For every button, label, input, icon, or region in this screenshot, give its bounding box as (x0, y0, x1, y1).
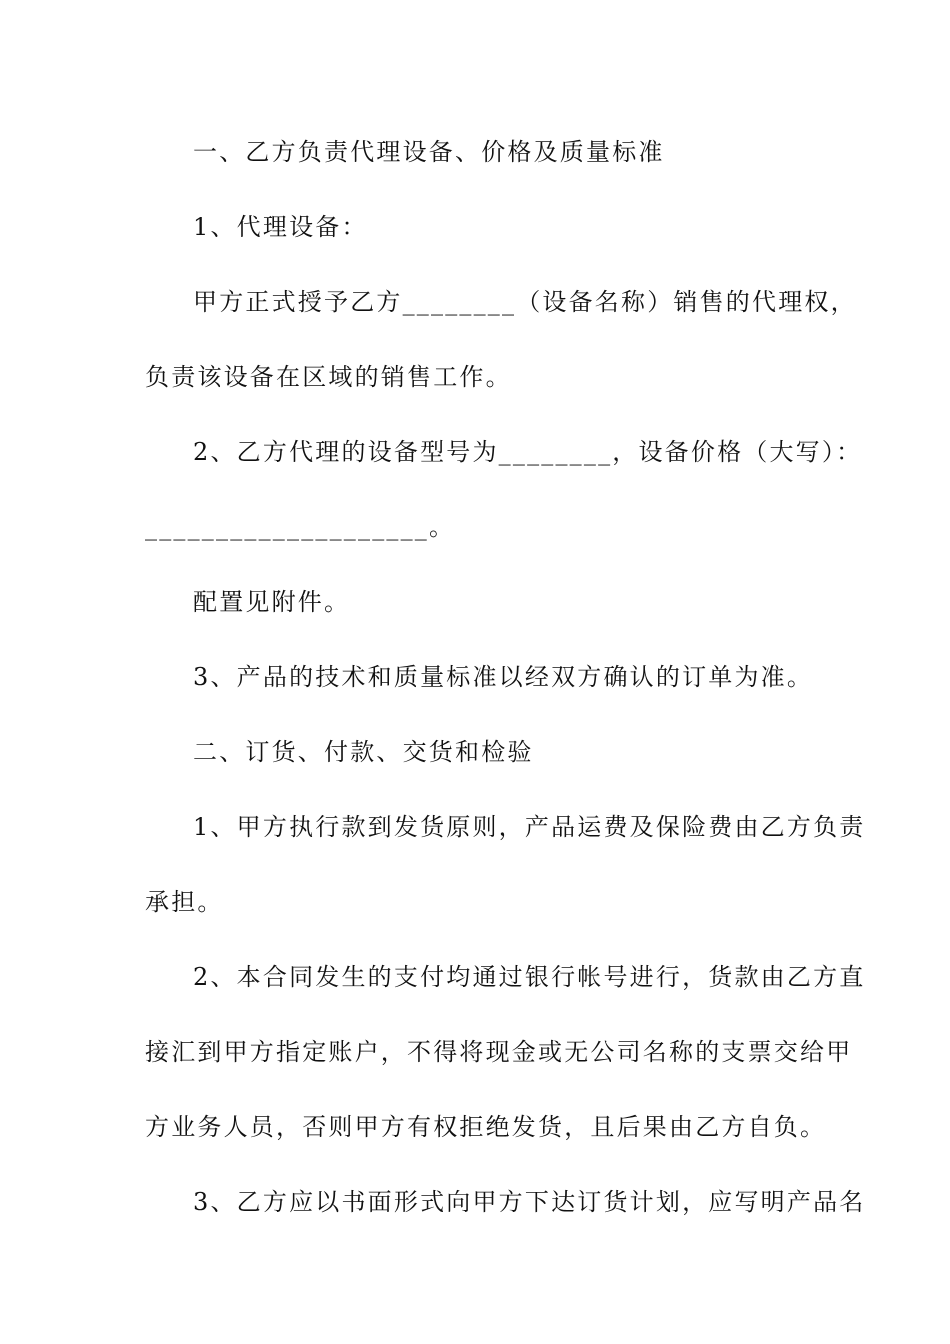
section-heading-1: 一、乙方负责代理设备、价格及质量标准 (193, 138, 665, 166)
clause-2-1: 1、甲方执行款到发货原则，产品运费及保险费由乙方负责 (193, 813, 866, 841)
paragraph-line: 甲方正式授予乙方________（设备名称）销售的代理权， (193, 288, 857, 316)
clause-2-3: 3、乙方应以书面形式向甲方下达订货计划，应写明产品名 (193, 1188, 866, 1216)
paragraph-line: 承担。 (145, 888, 224, 916)
paragraph-line: 负责该设备在区域的销售工作。 (145, 363, 512, 391)
clause-2-2: 2、本合同发生的支付均通过银行帐号进行，货款由乙方直 (193, 963, 866, 991)
clause-1-1: 1、代理设备： (193, 213, 368, 241)
paragraph-line: 配置见附件。 (193, 588, 351, 616)
paragraph-line: ____________________。 (145, 513, 456, 541)
clause-1-3: 3、产品的技术和质量标准以经双方确认的订单为准。 (193, 663, 814, 691)
paragraph-line: 方业务人员，否则甲方有权拒绝发货，且后果由乙方自负。 (145, 1113, 827, 1141)
section-heading-2: 二、订货、付款、交货和检验 (193, 738, 534, 766)
clause-1-2: 2、乙方代理的设备型号为________，设备价格（大写）： (193, 438, 863, 466)
paragraph-line: 接汇到甲方指定账户，不得将现金或无公司名称的支票交给甲 (145, 1038, 853, 1066)
